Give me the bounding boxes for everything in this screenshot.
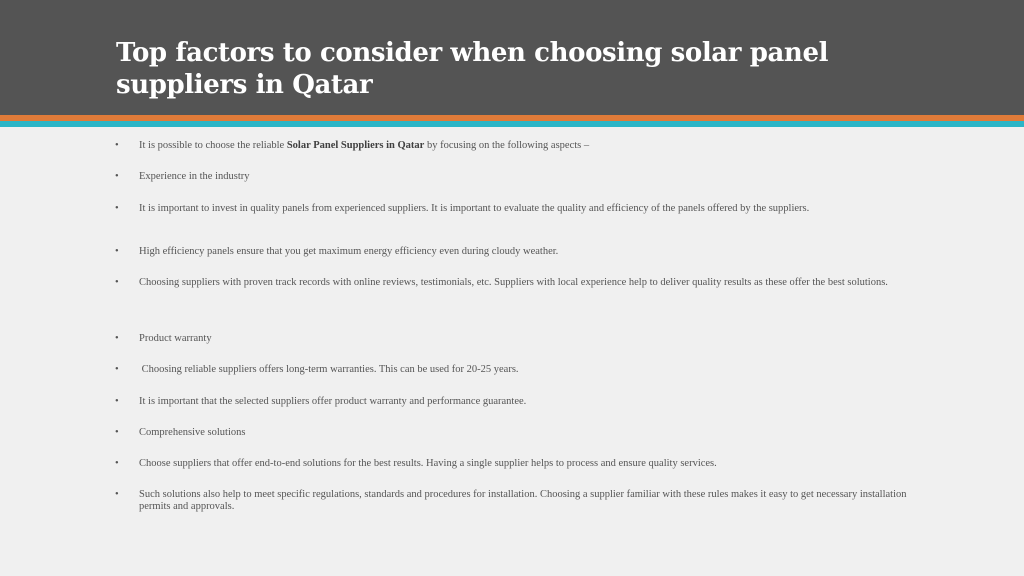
bullet-item	[115, 333, 915, 345]
bullet-text: Comprehensive solutions	[139, 427, 246, 438]
bullet-icon: •	[115, 203, 119, 214]
bullet-item	[115, 427, 915, 439]
bullet-item	[115, 396, 915, 408]
bullet-text: Product warranty	[139, 333, 212, 344]
bullet-item	[115, 277, 915, 289]
bullet-icon: •	[115, 277, 119, 288]
bullet-icon: •	[115, 427, 119, 438]
bullet-item	[115, 171, 915, 183]
bullet-text: Experience in the industry	[139, 171, 250, 182]
bullet-item	[115, 458, 915, 470]
bullet-item	[115, 203, 915, 215]
bullet-text: High efficiency panels ensure that you get maximum energy efficiency even during cloudy weather.	[139, 246, 559, 257]
bullet-item	[115, 364, 915, 376]
bullet-item	[115, 246, 915, 258]
bullet-icon: •	[115, 489, 119, 500]
bullet-text: Choosing suppliers with proven track records with online reviews, testimonials, etc. Suppliers with local experience help to deliver quality results as these offer the best solutions.	[139, 277, 888, 288]
slide-title: Top factors to consider when choosing solar panel suppliers in Qatar	[116, 38, 829, 100]
bullet-text: It is important that the selected suppliers offer product warranty and performance guarantee.	[139, 396, 527, 407]
bullet-text: It is important to invest in quality panels from experienced suppliers. It is important to evaluate the quality and efficiency of the panels offered by the suppliers.	[139, 203, 810, 214]
bullet-text: It is possible to choose the reliable Solar Panel Suppliers in Qatar by focusing on the following aspects –	[139, 140, 590, 151]
bullet-item	[115, 489, 915, 513]
bullet-text: Choose suppliers that offer end-to-end solutions for the best results. Having a single supplier helps to process and ensure quality services.	[139, 458, 717, 469]
bullet-item	[115, 140, 915, 152]
bullet-icon: •	[115, 458, 119, 469]
bullet-icon: •	[115, 246, 119, 257]
bullet-icon: •	[115, 171, 119, 182]
bullet-icon: •	[115, 333, 119, 344]
bullet-icon: •	[115, 364, 119, 375]
bullet-text: Such solutions also help to meet specific regulations, standards and procedures for installation. Choosing a supplier familiar with these rules makes it easy to get necessary installation permits and approvals.	[139, 489, 907, 512]
bold-link-text: Solar Panel Suppliers in Qatar	[286, 140, 425, 151]
bullet-icon: •	[115, 396, 119, 407]
bullet-icon: •	[115, 140, 119, 151]
bullet-text: Choosing reliable suppliers offers long-term warranties. This can be used for 20-25 years.	[139, 364, 519, 375]
